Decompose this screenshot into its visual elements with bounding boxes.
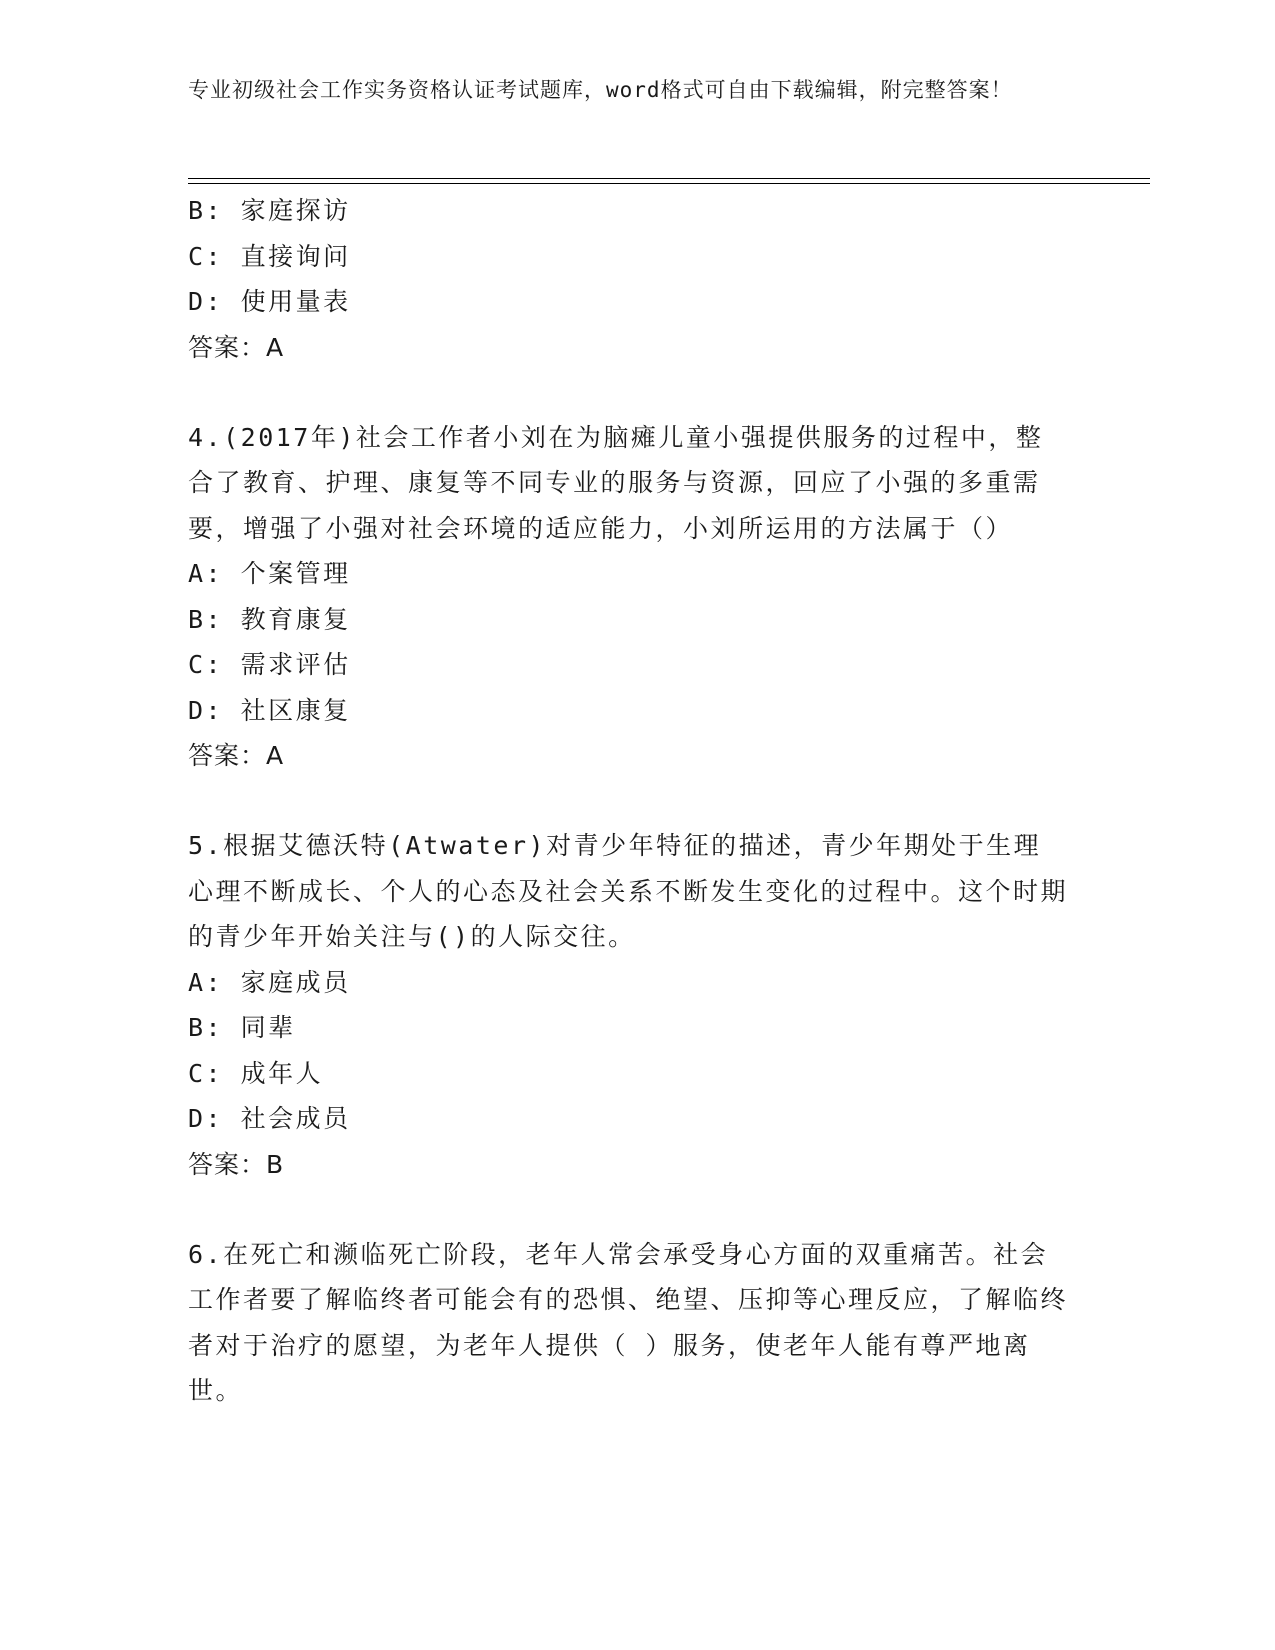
option-b: B: 教育康复: [188, 604, 351, 634]
option-c: C: 成年人: [188, 1058, 324, 1088]
option-c: C: 需求评估: [188, 650, 351, 679]
question-5: [188, 823, 1088, 1188]
answer: 答案：A: [188, 332, 285, 362]
question-3-tail: [188, 188, 1088, 371]
header-rule-top: [188, 178, 1150, 179]
header-rule-bottom: [188, 183, 1150, 184]
answer: 答案：B: [188, 1149, 285, 1179]
answer: 答案：A: [188, 741, 285, 770]
question-6: [188, 1232, 1088, 1414]
header-text: 专业初级社会工作实务资格认证考试题库，word格式可自由下载编辑，附完整答案！: [188, 78, 1013, 102]
question-text: 6.在死亡和濒临死亡阶段，老年人常会承受身心方面的双重痛苦。社会工作者要了解临终者可能会有的恐惧、绝望、压抑等心理反应，了解临终者对于治疗的愿望，为老年人提供（ ）服务，使老年人能有尊严地离世。: [188, 1239, 1069, 1405]
option-b: B: 家庭探访: [188, 196, 351, 225]
option-b: B: 同辈: [188, 1013, 296, 1042]
question-text: 5.根据艾德沃特(Atwater)对青少年特征的描述，青少年期处于生理心理不断成长、个人的心态及社会关系不断发生变化的过程中。这个时期的青少年开始关注与()的人际交往。: [188, 831, 1069, 951]
option-d: D: 社区康复: [188, 695, 351, 725]
option-d: D: 使用量表: [188, 287, 351, 316]
option-d: D: 社会成员: [188, 1104, 351, 1133]
question-content: [188, 188, 1088, 1414]
question-4: [188, 415, 1088, 780]
option-a: A: 家庭成员: [188, 967, 351, 997]
document-header: [188, 74, 1068, 106]
option-a: A: 个案管理: [188, 559, 351, 588]
question-text: 4.(2017年)社会工作者小刘在为脑瘫儿童小强提供服务的过程中，整合了教育、护理、康复等不同专业的服务与资源，回应了小强的多重需要，增强了小强对社会环境的适应能力，小刘所运用的方法属于（）: [188, 422, 1044, 543]
option-c: C: 直接询问: [188, 241, 351, 271]
